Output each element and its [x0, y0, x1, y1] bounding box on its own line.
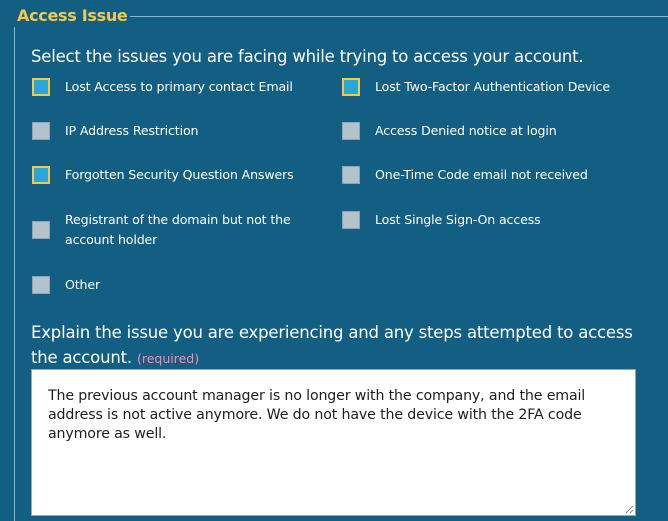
- required-tag: (required): [136, 351, 200, 366]
- explanation-label-text: Explain the issue you are experiencing and any steps attempted to access the account.: [31, 323, 633, 367]
- fieldset-legend: Access Issue: [14, 5, 130, 27]
- checkbox-lost-email[interactable]: [32, 78, 50, 96]
- checkbox-registrant-not-holder[interactable]: [32, 221, 50, 239]
- option-label: Lost Two-Factor Authentication Device: [375, 79, 610, 94]
- option-lost-email[interactable]: [32, 78, 332, 98]
- explanation-textarea[interactable]: [31, 369, 636, 516]
- checkbox-access-denied[interactable]: [342, 122, 360, 140]
- option-label: Access Denied notice at login: [375, 123, 557, 138]
- option-label: Forgotten Security Question Answers: [65, 167, 294, 182]
- option-label: Lost Single Sign-On access: [375, 212, 541, 227]
- option-other[interactable]: [32, 276, 332, 296]
- option-label: Lost Access to primary contact Email: [65, 79, 293, 94]
- option-security-questions[interactable]: [32, 166, 332, 186]
- checkbox-ip-restriction[interactable]: [32, 122, 50, 140]
- issues-prompt: Select the issues you are facing while trying to access your account.: [31, 47, 584, 66]
- option-otp-not-received[interactable]: [342, 166, 642, 186]
- option-label: IP Address Restriction: [65, 123, 199, 138]
- option-lost-2fa-device[interactable]: [342, 78, 642, 98]
- explanation-text: The previous account manager is no longer with the company, and the email address is not active anymore. We do not have the device with the 2FA code anymore as well.: [48, 388, 586, 442]
- option-label: Registrant of the domain but not the account holder: [65, 212, 291, 247]
- option-registrant-not-holder[interactable]: [32, 211, 332, 251]
- checkbox-security-questions[interactable]: [32, 166, 50, 184]
- option-label: One-Time Code email not received: [375, 167, 588, 182]
- checkbox-other[interactable]: [32, 276, 50, 294]
- option-access-denied[interactable]: [342, 122, 642, 142]
- resize-grip-icon[interactable]: [624, 504, 634, 514]
- checkbox-lost-2fa-device[interactable]: [342, 78, 360, 96]
- checkbox-otp-not-received[interactable]: [342, 166, 360, 184]
- option-lost-sso[interactable]: [342, 211, 642, 231]
- option-ip-restriction[interactable]: [32, 122, 332, 142]
- explanation-label: [31, 320, 651, 371]
- option-label: Other: [65, 277, 101, 292]
- checkbox-lost-sso[interactable]: [342, 211, 360, 229]
